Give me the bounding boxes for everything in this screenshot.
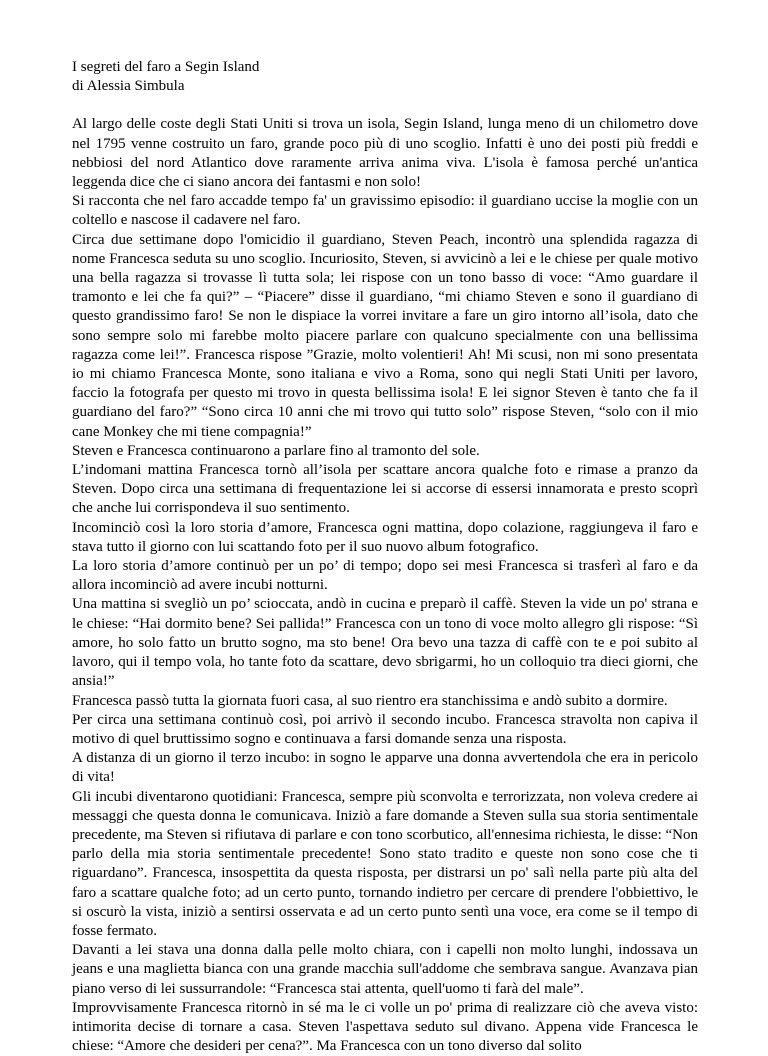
title-block (72, 58, 698, 96)
story-title: I segreti del faro a Segin Island (72, 59, 260, 75)
paragraph: Steven e Francesca continuarono a parlare fino al tramonto del sole. (72, 442, 480, 459)
paragraph: La loro storia d’amore continuò per un po’ di tempo; dopo sei mesi Francesca si trasferì al faro e da allora incominciò ad avere incubi notturni. (72, 558, 698, 594)
paragraph: Francesca passò tutta la giornata fuori casa, al suo rientro era stanchissima e andò subito a dormire. (72, 692, 668, 709)
paragraph: Davanti a lei stava una donna dalla pelle molto chiara, con i capelli non molto lunghi, indossava un jeans e una maglietta bianca con una grande macchia sull'addome che sembrava sangue. Avanzava pian piano verso di lei sussurrandole: “Francesca stai attenta, quell'uomo ti farà del male”. (72, 942, 698, 997)
paragraph: Per circa una settimana continuò così, poi arrivò il secondo incubo. Francesca stravolta non capiva il motivo di quel bruttissimo sogno e continuava a farsi domande senza una risposta. (72, 711, 698, 747)
paragraph: Si racconta che nel faro accadde tempo fa' un gravissimo episodio: il guardiano uccise la moglie con un coltello e nascose il cadavere nel faro. (72, 193, 698, 229)
story-author: di Alessia Simbula (72, 78, 185, 95)
paragraph: A distanza di un giorno il terzo incubo: in sogno le apparve una donna avvertendola che era in pericolo di vita! (72, 750, 698, 786)
paragraph: Una mattina si svegliò un po’ scioccata, andò in cucina e preparò il caffè. Steven la vide un po' strana e le chiese: “Hai dormito bene? Sei pallida!” Francesca con un tono di voce molto allegro gli rispose: “Sì amore, ho solo fatto un brutto sogno, ma sto bene! Ora bevo una tazza di caffè con te e poi subito al lavoro, qui il tempo vola, ho tante foto da scattare, devo sbrigarmi, ho un colloquio tra dieci giorni, che ansia!” (72, 596, 698, 690)
paragraph: Al largo delle coste degli Stati Uniti si trova un isola, Segin Island, lunga meno di un chilometro dove nel 1795 venne costruito un faro, grande poco più di uno scoglio. Infatti è uno dei posti più freddi e nebbiosi del nord Atlantico dove raramente arriva anima viva. L'isola è famosa perché un'antica leggenda dice che ci siano ancora dei fantasmi e non solo! (72, 116, 698, 191)
paragraph: L’indomani mattina Francesca tornò all’isola per scattare ancora qualche foto e rimase a pranzo da Steven. Dopo circa una settimana di frequentazione lei si accorse di essersi innamorata e presto scoprì che anche lui corrispondeva il suo sentimento. (72, 462, 698, 517)
paragraph: Incominciò così la loro storia d’amore, Francesca ogni mattina, dopo colazione, raggiungeva il faro e stava tutto il giorno con lui scattando foto per il suo nuovo album fotografico. (72, 519, 698, 555)
document-page (72, 58, 698, 1056)
paragraph: Gli incubi diventarono quotidiani: Francesca, sempre più sconvolta e terrorizzata, non voleva credere ai messaggi che questa donna le comunicava. Iniziò a fare domande a Steven sulla sua storia sentimentale precedente, ma Steven si rifiutava di parlare e con tono scorbutico, all'ennesima richiesta, le disse: “Non parlo della mia storia sentimentale precedente! Sono stato tradito e queste non sono cose che ti riguardano”. Francesca, insospettita da questa risposta, per distrarsi un po' salì nella parte più alta del faro a scattare qualche foto; ad un certo punto, tornando indietro per cercare di prendere l'obbiettivo, le si oscurò la vista, iniziò a sentirsi osservata e ad un certo punto sentì una voce, era come se il tempo di fosse fermato. (72, 788, 698, 939)
story-body (72, 115, 698, 1056)
paragraph: Circa due settimane dopo l'omicidio il guardiano, Steven Peach, incontrò una splendida ragazza di nome Francesca seduta su uno scoglio. Incuriosito, Steven, si avvicinò a lei e le chiese per quale motivo una bella ragazza si trovasse lì tutta sola; lei rispose con un tono basso di voce: “Amo guardare il tramonto e lei che fa qui?” – “Piacere” disse il guardiano, “mi chiamo Steven e sono il guardiano di questo grandissimo faro! Se non le dispiace la vorrei invitare a fare un giro intorno all’isola, dato che sono sempre solo mi farebbe molto piacere parlare con qualcuno specialmente con una bellissima ragazza come lei!”. Francesca rispose ”Grazie, molto volentieri! Ah! Mi scusi, non mi sono presentata io mi chiamo Francesca Monte, sono italiana e vivo a Roma, sono qui negli Stati Uniti per lavoro, faccio la fotografa per questo mi trovo in questa bellissima isola! E lei signor Steven è tanto che fa il guardiano del faro?” “Sono circa 10 anni che mi trovo qui tutto solo” rispose Steven, “solo con il mio cane Monkey che mi tiene compagnia!” (72, 231, 698, 440)
paragraph: Improvvisamente Francesca ritornò in sé ma le ci volle un po' prima di realizzare ciò che aveva visto: intimorita decise di tornare a casa. Steven l'aspettava seduto sul divano. Appena vide Francesca le chiese: “Amore che desideri per cena?”. Ma Francesca con un tono diverso dal solito (72, 999, 698, 1055)
